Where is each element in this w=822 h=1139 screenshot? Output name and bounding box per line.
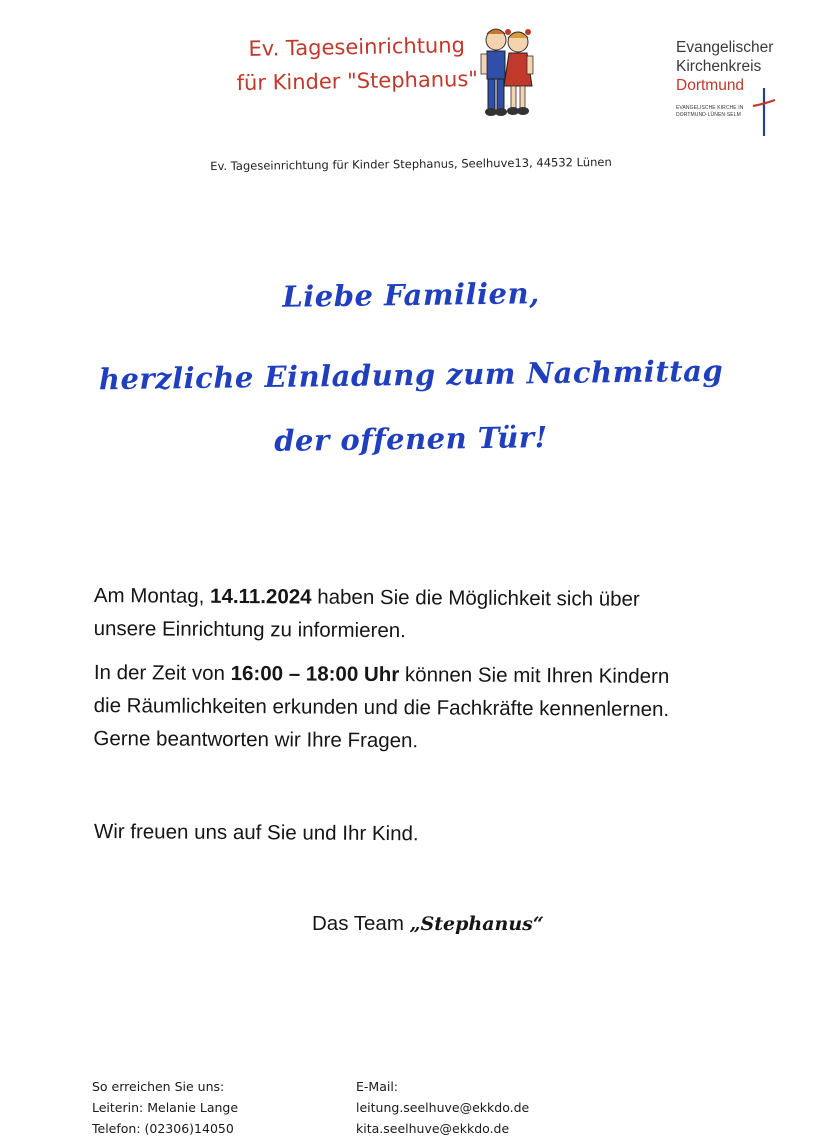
event-time: 16:00 – 18:00 Uhr xyxy=(230,661,400,687)
church-logo-line3: Dortmund xyxy=(676,77,745,94)
email-leitung-link[interactable]: leitung.seelhuve@ekkdo.de xyxy=(356,1100,530,1115)
close-quote: “ xyxy=(532,913,544,935)
headline-open-door: der offenen Tür! xyxy=(273,420,549,458)
headline-greeting: Liebe Familien, xyxy=(282,276,540,314)
church-logo-subtitle-line1: EVANGELISCHE KIRCHE IN xyxy=(676,105,744,111)
paragraph-closing: Wir freuen uns auf Sie und Ihr Kind. xyxy=(93,819,419,846)
children-illustration-icon xyxy=(478,20,536,122)
footer-email xyxy=(356,1076,529,1139)
team-name xyxy=(410,913,544,935)
date-suffix-text: haben Sie die Möglichkeit sich über xyxy=(311,585,640,611)
leader-name: Leiterin: Melanie Lange xyxy=(92,1100,239,1115)
signature-prefix: Das Team xyxy=(312,912,410,935)
footer-contact xyxy=(92,1076,238,1139)
paragraph-time-line1 xyxy=(94,656,794,694)
paragraph-date-line2: unsere Einrichtung zu informieren. xyxy=(93,616,406,643)
kita-name-line2: für Kinder "Stephanus" xyxy=(236,66,479,96)
headline-invitation: herzliche Einladung zum Nachmittag xyxy=(98,353,724,397)
kita-logo xyxy=(231,28,482,100)
paragraph-date-line1 xyxy=(94,579,794,617)
church-logo-line2: Kirchenkreis xyxy=(676,58,762,75)
phone-number: Telefon: (02306)14050 xyxy=(92,1121,234,1136)
time-prefix-text: In der Zeit von xyxy=(93,660,231,685)
time-suffix-text: können Sie mit Ihren Kindern xyxy=(399,663,670,689)
cross-icon xyxy=(752,86,776,138)
date-prefix-text: Am Montag, xyxy=(93,583,211,608)
email-kita-link[interactable]: kita.seelhuve@ekkdo.de xyxy=(356,1121,510,1136)
event-date: 14.11.2024 xyxy=(210,584,312,609)
church-district-logo xyxy=(676,38,796,119)
church-logo-subtitle-line2: DORTMUND·LÜNEN·SELM xyxy=(676,112,741,118)
team-name-text: Stephanus xyxy=(420,913,533,935)
paragraph-time xyxy=(93,656,794,760)
paragraph-time-line2: die Räumlichkeiten erkunden und die Fachkräfte kennenlernen. xyxy=(93,693,670,722)
paragraph-date xyxy=(94,579,794,650)
church-logo-line1: Evangelischer xyxy=(676,39,774,56)
contact-heading: So erreichen Sie uns: xyxy=(92,1079,225,1094)
church-logo-subtitle xyxy=(676,105,796,119)
signature xyxy=(312,912,544,936)
email-heading: E-Mail: xyxy=(356,1079,399,1094)
address-line: Ev. Tageseinrichtung für Kinder Stephanus, Seelhuve13, 44532 Lünen xyxy=(210,154,612,174)
open-quote: „ xyxy=(409,913,421,935)
kita-name-line1: Ev. Tageseinrichtung xyxy=(248,33,466,61)
paragraph-time-line3: Gerne beantworten wir Ihre Fragen. xyxy=(93,726,419,753)
